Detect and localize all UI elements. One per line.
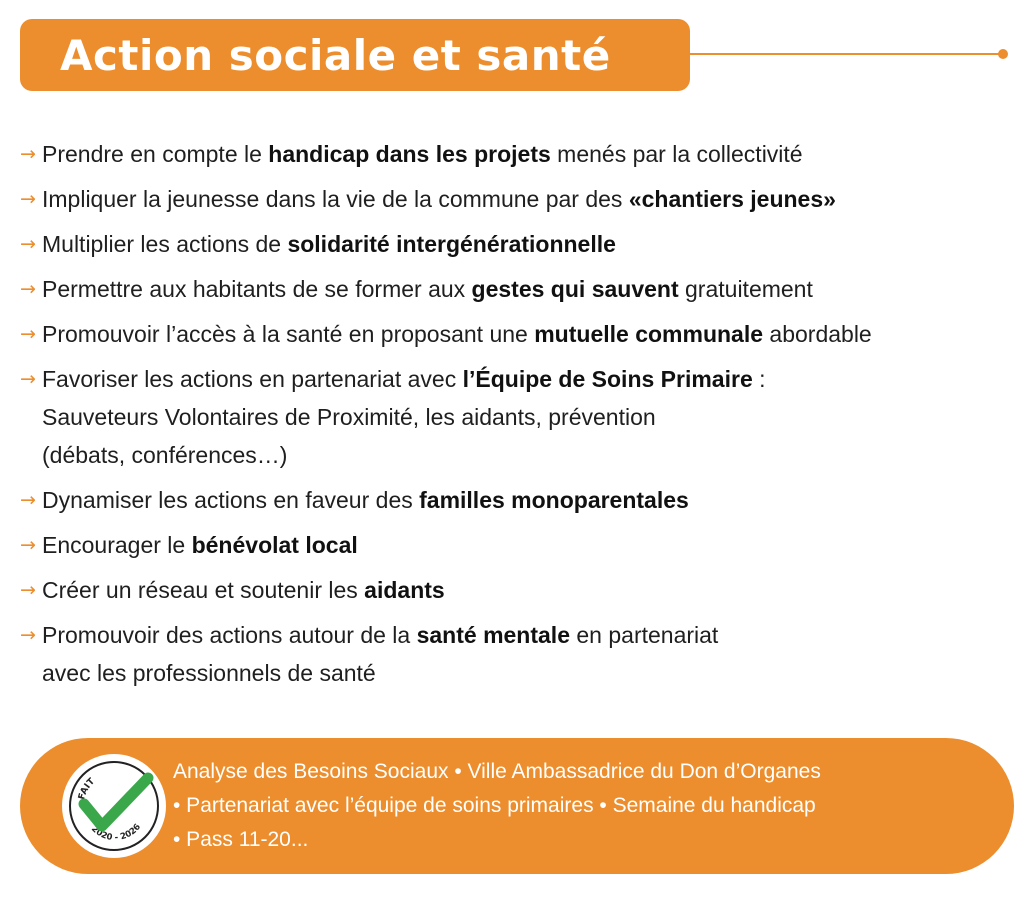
achievements-text — [173, 755, 821, 857]
item-text: Impliquer la jeunesse dans la vie de la commune par des — [42, 186, 629, 212]
item-highlight: handicap dans les projets — [268, 141, 551, 167]
item-text: Prendre en compte le — [42, 141, 269, 167]
seal-bottom-text: 2020 - 2026 — [89, 822, 143, 844]
arrow-right-icon: → — [20, 489, 36, 511]
arrow-right-icon: → — [20, 143, 36, 165]
list-item — [20, 360, 1010, 474]
item-highlight: gestes qui sauvent — [471, 276, 679, 302]
item-text-continued: Sauveteurs Volontaires de Proximité, les aidants, prévention — [42, 404, 656, 430]
achievements-banner — [20, 738, 1014, 874]
item-highlight: aidants — [364, 577, 445, 603]
list-item — [20, 180, 1010, 218]
seal-top-label — [77, 776, 97, 801]
item-highlight: l’Équipe de Soins Primaire — [462, 366, 753, 392]
item-text: Dynamiser les actions en faveur des — [42, 487, 420, 513]
item-highlight: santé mentale — [416, 622, 570, 648]
list-item — [20, 571, 1010, 609]
arrow-right-icon: → — [20, 188, 36, 210]
item-highlight: solidarité intergénérationnelle — [287, 231, 616, 257]
item-text: menés par la collectivité — [550, 141, 803, 167]
item-text: Promouvoir l’accès à la santé en proposant une — [42, 321, 535, 347]
page-title: Action sociale et santé — [60, 30, 611, 80]
action-list — [20, 135, 1010, 699]
item-text: gratuitement — [678, 276, 813, 302]
item-text-continued: (débats, conférences…) — [42, 442, 288, 468]
item-text: en partenariat — [570, 622, 719, 648]
arrow-right-icon: → — [20, 624, 36, 646]
achievements-line: Analyse des Besoins Sociaux • Ville Ambassadrice du Don d’Organes — [173, 760, 821, 783]
arrow-right-icon: → — [20, 579, 36, 601]
list-item — [20, 481, 1010, 519]
item-text: Promouvoir des actions autour de la — [42, 622, 417, 648]
section-header — [20, 19, 690, 91]
item-text: : — [752, 366, 766, 392]
arrow-right-icon: → — [20, 278, 36, 300]
arrow-right-icon: → — [20, 233, 36, 255]
list-item — [20, 270, 1010, 308]
checkmark-seal-icon — [62, 754, 166, 858]
list-item — [20, 616, 1010, 692]
done-seal — [62, 754, 166, 858]
header-divider-line — [690, 53, 1002, 55]
list-item — [20, 225, 1010, 263]
arrow-right-icon: → — [20, 534, 36, 556]
seal-top-text: FAIT — [77, 776, 97, 801]
achievements-line: • Partenariat avec l’équipe de soins primaires • Semaine du handicap — [173, 794, 816, 817]
list-item — [20, 135, 1010, 173]
arrow-right-icon: → — [20, 323, 36, 345]
item-text: abordable — [763, 321, 872, 347]
item-highlight: familles monoparentales — [419, 487, 689, 513]
list-item — [20, 526, 1010, 564]
item-text: Permettre aux habitants de se former aux — [42, 276, 472, 302]
item-highlight: bénévolat local — [191, 532, 358, 558]
header-divider-dot — [998, 49, 1008, 59]
item-highlight: mutuelle communale — [534, 321, 764, 347]
item-text: Créer un réseau et soutenir les — [42, 577, 365, 603]
item-text: Multiplier les actions de — [42, 231, 288, 257]
item-highlight: «chantiers jeunes» — [628, 186, 836, 212]
list-item — [20, 315, 1010, 353]
achievements-line: • Pass 11-20... — [173, 828, 309, 851]
item-text: Encourager le — [42, 532, 192, 558]
arrow-right-icon: → — [20, 368, 36, 390]
item-text: Favoriser les actions en partenariat avec — [42, 366, 463, 392]
item-text-continued: avec les professionnels de santé — [42, 660, 376, 686]
